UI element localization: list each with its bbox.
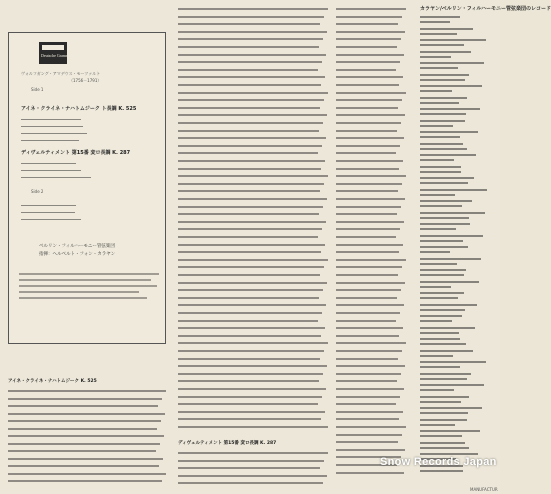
record-title-line [420, 223, 470, 225]
text-line [178, 365, 327, 367]
text-line [178, 380, 319, 382]
record-title-line [420, 108, 480, 110]
record-list-item [420, 51, 490, 58]
text-line [178, 289, 323, 291]
text-line [8, 398, 162, 400]
text-line [8, 465, 159, 467]
text-line [178, 145, 322, 147]
text-line [178, 342, 328, 344]
record-title-line [420, 384, 484, 386]
record-list-item [420, 28, 490, 35]
text-line [178, 482, 323, 484]
text-line [178, 190, 320, 192]
text-line [336, 259, 406, 261]
record-title-line [420, 373, 471, 375]
text-line [336, 213, 397, 215]
text-line [336, 358, 398, 360]
text-line [336, 92, 406, 94]
record-code-line [420, 297, 458, 299]
record-title-line [420, 338, 460, 340]
text-line [336, 221, 404, 223]
record-title-line [420, 189, 487, 191]
record-code-line [420, 79, 465, 81]
text-line [336, 107, 398, 109]
record-code-line [420, 263, 457, 265]
record-title-line [420, 120, 465, 122]
record-list-item [420, 131, 490, 138]
record-code-line [420, 33, 457, 35]
text-line [336, 327, 403, 329]
record-title-line [420, 269, 466, 271]
text-line [336, 114, 405, 116]
orchestra-name: ベルリン・フィルハーモニー管弦楽団 [39, 244, 115, 249]
record-code-line [420, 217, 469, 219]
text-line [336, 373, 401, 375]
record-title-line [420, 258, 481, 260]
record-code-line [420, 240, 463, 242]
text-line [178, 350, 324, 352]
record-code-line [420, 159, 454, 161]
section-1-heading: アイネ・クライネ・ナハトムジーク K. 525 [8, 379, 97, 384]
text-line [178, 183, 324, 185]
record-title-line [420, 85, 482, 87]
text-line [178, 114, 327, 116]
movement-line [21, 133, 87, 134]
credit-line [19, 285, 157, 287]
text-line [336, 449, 405, 451]
text-line [178, 221, 326, 223]
text-line [8, 405, 158, 407]
text-line [336, 145, 400, 147]
text-line [178, 282, 327, 284]
record-title-line [420, 200, 472, 202]
text-line [178, 396, 322, 398]
record-list-heading: カラヤン/ベルリン・フィルハーモニー管弦楽団のレコード [420, 6, 551, 12]
text-line [178, 320, 318, 322]
record-title-line [420, 292, 464, 294]
text-line [178, 467, 320, 469]
text-line [178, 388, 326, 390]
text-line [336, 434, 402, 436]
record-title-line [420, 350, 473, 352]
text-line [178, 122, 323, 124]
record-list-item [420, 212, 490, 219]
record-code-line [420, 44, 464, 46]
text-line [336, 16, 402, 18]
text-line [8, 480, 162, 482]
record-list-item [420, 396, 490, 403]
work-2-title: ディヴェルティメント 第15番 変ロ長調 K. 287 [21, 150, 131, 156]
record-title-line [420, 143, 463, 145]
record-list-item [420, 62, 490, 69]
record-list-item [420, 74, 490, 81]
record-code-line [420, 412, 468, 414]
text-line [336, 206, 401, 208]
text-line [178, 54, 326, 56]
record-list-item [420, 292, 490, 299]
record-title-line [420, 28, 473, 30]
record-code-line [420, 182, 468, 184]
record-code-line [420, 332, 459, 334]
text-line [8, 413, 165, 415]
record-list-item [420, 108, 490, 115]
text-line [8, 450, 156, 452]
record-code-line [420, 67, 458, 69]
record-title-line [420, 51, 471, 53]
text-line [178, 236, 318, 238]
text-line [336, 403, 396, 405]
dg-logo-text: Deutsche Grammophon [41, 53, 80, 58]
text-line [178, 168, 321, 170]
movement-line [21, 212, 75, 213]
dg-logo-cap [42, 45, 64, 50]
record-title-line [420, 97, 467, 99]
text-line [178, 175, 328, 177]
text-line [178, 452, 328, 454]
record-list-item [420, 120, 490, 127]
record-code-line [420, 470, 463, 472]
text-line [178, 152, 318, 154]
text-line [336, 282, 405, 284]
record-list-item [420, 189, 490, 196]
record-list-item [420, 39, 490, 46]
text-line [336, 190, 398, 192]
text-line [336, 46, 397, 48]
manufacture-note: MANUFACTUR [470, 487, 498, 492]
text-line [178, 418, 321, 420]
record-list-item [420, 166, 490, 173]
record-list-item [420, 235, 490, 242]
record-list-item [420, 281, 490, 288]
movement-line [21, 170, 81, 171]
record-code-line [420, 378, 467, 380]
composer-years: （1756－1791） [69, 78, 102, 83]
text-line [8, 473, 166, 475]
record-title-line [420, 315, 462, 317]
record-title-line [420, 74, 469, 76]
text-line [178, 274, 320, 276]
record-list-item [420, 430, 490, 437]
record-code-line [420, 90, 452, 92]
text-line [178, 475, 327, 477]
record-list-item [420, 442, 490, 449]
movement-line [21, 163, 76, 164]
record-title-line [420, 62, 484, 64]
text-line [178, 130, 319, 132]
text-line [178, 327, 325, 329]
record-list-item [420, 97, 490, 104]
text-line [336, 426, 406, 428]
text-line [178, 31, 327, 33]
text-line [178, 16, 324, 18]
text-line [336, 472, 404, 474]
text-line [336, 168, 399, 170]
record-code-line [420, 389, 454, 391]
record-code-line [420, 355, 453, 357]
dg-logo [39, 42, 80, 64]
text-line [336, 441, 398, 443]
text-line [336, 99, 402, 101]
record-code-line [420, 194, 455, 196]
text-line [336, 266, 402, 268]
text-line [178, 107, 320, 109]
text-line [178, 23, 320, 25]
text-line [178, 244, 325, 246]
text-line [178, 403, 318, 405]
record-list-item [420, 246, 490, 253]
record-title-line [420, 166, 461, 168]
record-code-line [420, 21, 450, 23]
record-list-item [420, 16, 490, 23]
text-line [178, 373, 323, 375]
record-title-line [420, 154, 476, 156]
record-title-line [420, 246, 468, 248]
record-title-line [420, 304, 477, 306]
record-list-item [420, 85, 490, 92]
record-title-line [420, 131, 478, 133]
record-code-line [420, 102, 459, 104]
record-list-item [420, 361, 490, 368]
text-line [336, 312, 400, 314]
credit-line [19, 291, 139, 293]
text-line [8, 420, 161, 422]
text-line [178, 259, 328, 261]
text-line [178, 198, 327, 200]
text-line [336, 365, 405, 367]
record-list-item [420, 327, 490, 334]
record-title-line [420, 442, 465, 444]
text-line [336, 122, 401, 124]
record-title-line [420, 407, 482, 409]
movement-line [21, 119, 81, 120]
record-list-item [420, 177, 490, 184]
text-line [336, 380, 397, 382]
text-line [178, 228, 322, 230]
text-line [336, 183, 402, 185]
record-code-line [420, 148, 467, 150]
record-code-line [420, 113, 466, 115]
text-line [178, 8, 328, 10]
credit-line [19, 273, 159, 275]
text-line [8, 458, 163, 460]
text-line [336, 69, 396, 71]
text-line [336, 396, 400, 398]
record-list-item [420, 338, 490, 345]
record-list-item [420, 154, 490, 161]
text-line [336, 137, 404, 139]
text-line [8, 390, 166, 392]
record-list-item [420, 419, 490, 426]
text-line [178, 61, 322, 63]
record-code-line [420, 136, 460, 138]
text-line [336, 175, 406, 177]
record-list-item [420, 315, 490, 322]
movement-line [21, 126, 83, 127]
text-line [336, 38, 401, 40]
movement-line [21, 219, 81, 220]
text-line [178, 304, 326, 306]
record-list-item [420, 373, 490, 380]
movement-line [21, 177, 91, 178]
record-title-line [420, 396, 469, 398]
text-line [336, 76, 403, 78]
text-line [336, 31, 405, 33]
record-code-line [420, 366, 460, 368]
text-line [178, 46, 319, 48]
track-listing-panel [8, 32, 166, 344]
record-code-line [420, 228, 456, 230]
text-line [178, 38, 323, 40]
section-2-heading: ディヴェルティメント 第15番 変ロ長調 K. 287 [178, 441, 277, 446]
text-line [178, 426, 328, 428]
text-line [336, 342, 406, 344]
side-2-label: Side 2 [31, 189, 44, 194]
text-line [336, 289, 401, 291]
record-title-line [420, 327, 475, 329]
text-line [178, 84, 321, 86]
text-line [178, 411, 325, 413]
record-title-line [420, 430, 480, 432]
record-title-line [420, 281, 479, 283]
record-list-item [420, 407, 490, 414]
credit-line [19, 297, 147, 299]
record-list-item [420, 350, 490, 357]
record-list-item [420, 258, 490, 265]
record-code-line [420, 401, 461, 403]
record-title-line [420, 361, 486, 363]
text-line [336, 198, 405, 200]
record-code-line [420, 274, 464, 276]
record-code-line [420, 286, 451, 288]
watermark: Snow Records Japan [380, 456, 497, 468]
work-1-title: アイネ・クライネ・ナハトムジーク ト長調 K. 525 [21, 106, 137, 112]
text-line [336, 54, 404, 56]
text-line [336, 61, 400, 63]
credit-line [19, 279, 151, 281]
record-title-line [420, 177, 474, 179]
text-line [336, 236, 396, 238]
record-list-item [420, 304, 490, 311]
text-line [336, 84, 399, 86]
record-list-item [420, 269, 490, 276]
text-line [336, 274, 398, 276]
side-1-label: Side 1 [31, 87, 44, 92]
text-line [336, 388, 404, 390]
record-list-item [420, 223, 490, 230]
record-code-line [420, 56, 451, 58]
record-title-line [420, 235, 483, 237]
text-line [178, 69, 318, 71]
record-title-line [420, 212, 485, 214]
record-code-line [420, 125, 453, 127]
text-line [336, 23, 398, 25]
text-line [178, 312, 322, 314]
text-line [178, 99, 324, 101]
record-list-item [420, 200, 490, 207]
text-line [178, 213, 319, 215]
record-code-line [420, 205, 462, 207]
record-code-line [420, 447, 469, 449]
record-code-line [420, 435, 462, 437]
record-list-item [420, 143, 490, 150]
record-code-line [420, 171, 461, 173]
text-line [178, 460, 324, 462]
text-line [8, 428, 157, 430]
record-title-line [420, 453, 478, 455]
movement-line [21, 205, 76, 206]
composer-line: ヴォルフガング・アマデウス・モーツァルト [21, 71, 101, 76]
record-title-line [420, 419, 467, 421]
record-code-line [420, 251, 450, 253]
text-line [336, 350, 402, 352]
text-line [178, 251, 321, 253]
record-title-line [420, 39, 486, 41]
text-line [336, 251, 399, 253]
movement-line [21, 140, 79, 141]
text-line [336, 244, 403, 246]
text-line [336, 130, 397, 132]
record-code-line [420, 343, 466, 345]
text-line [178, 297, 319, 299]
text-line [336, 320, 396, 322]
text-line [336, 304, 404, 306]
text-line [336, 8, 406, 10]
text-line [336, 335, 399, 337]
text-line [336, 228, 400, 230]
text-line [8, 443, 160, 445]
text-line [8, 435, 164, 437]
record-title-line [420, 16, 460, 18]
text-line [178, 358, 320, 360]
text-line [336, 418, 399, 420]
text-line [178, 335, 321, 337]
record-code-line [420, 424, 455, 426]
conductor-name: 指揮：ヘルベルト・フォン・カラヤン [39, 252, 116, 257]
text-line [178, 160, 325, 162]
text-line [336, 297, 397, 299]
text-line [336, 152, 396, 154]
text-line [178, 206, 323, 208]
text-line [178, 266, 324, 268]
text-line [336, 160, 403, 162]
record-list-item [420, 384, 490, 391]
text-line [336, 411, 403, 413]
text-line [178, 92, 328, 94]
record-code-line [420, 320, 452, 322]
record-code-line [420, 309, 465, 311]
text-line [178, 76, 325, 78]
text-line [178, 137, 326, 139]
